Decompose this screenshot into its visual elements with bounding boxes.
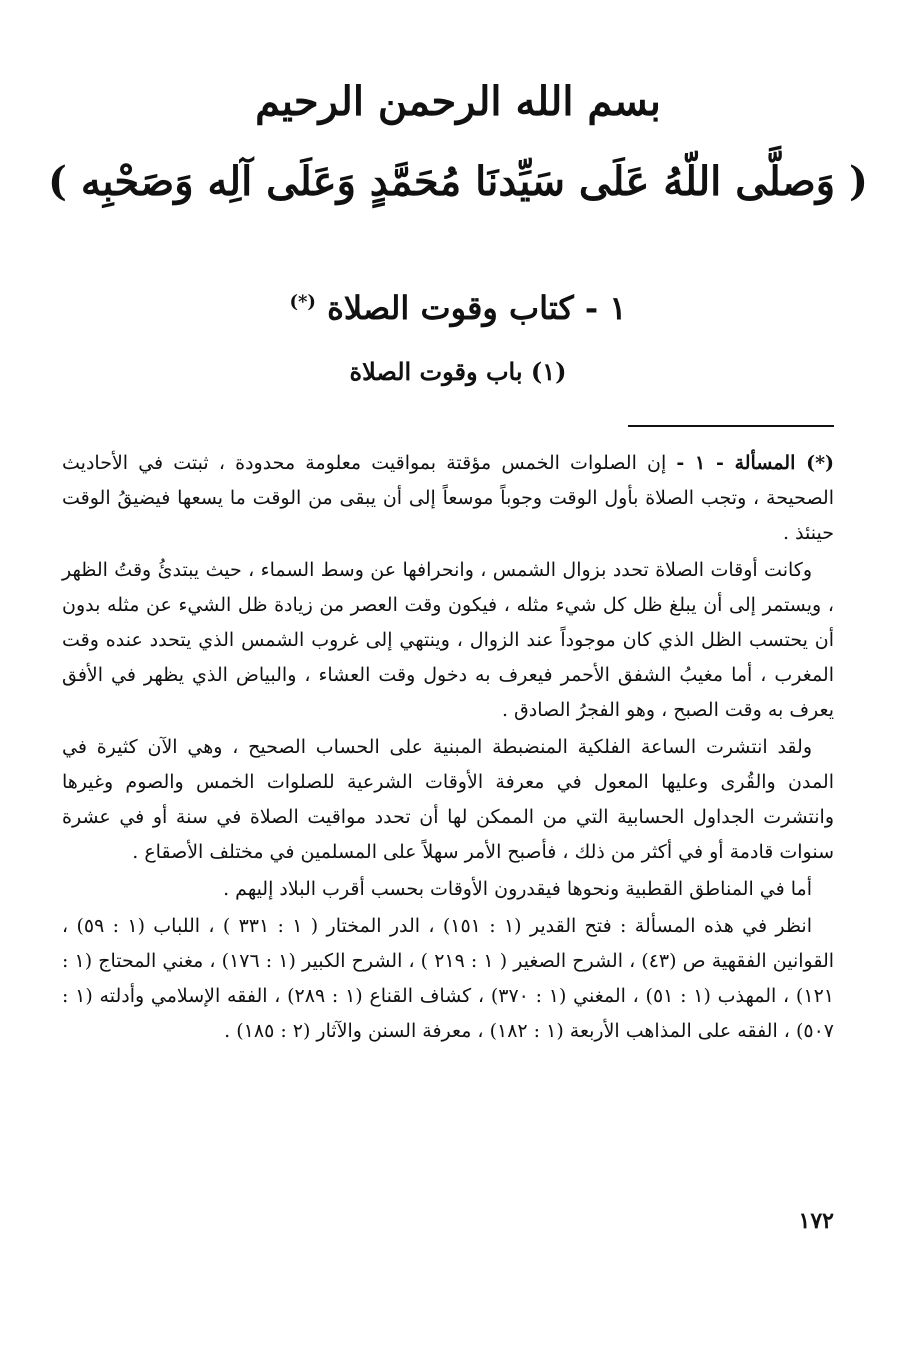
footnote-paragraph: ولقد انتشرت الساعة الفلكية المنضبطة المبنية على الحساب الصحيح ، وهي الآن كثيرة في المدن والقُرى وعليها المعول في معرفة الأوقات الشرعية للصلوات الخمس والصوم وغيرها وانتشرت الجداول الحسابية التي من الممكن لها أن تحدد مواقيت الصلاة في سنة أو في عشرة سنوات قادمة أو في أكثر من ذلك ، فأصبح الأمر سهلاً على المسلمين في مختلف الأصقاع . bbox=[62, 736, 834, 863]
footnote-paragraph: أما في المناطق القطبية ونحوها فيقدرون الأوقات بحسب أقرب البلاد إليهم . bbox=[223, 878, 812, 900]
footnote-paragraph bbox=[62, 446, 834, 551]
footnote-block bbox=[62, 446, 834, 1051]
basmala-heading: بسم الله الرحمن الرحيم bbox=[255, 78, 661, 125]
footnote-paragraph-text: إن الصلوات الخمس مؤقتة بمواقيت معلومة محدودة ، ثبتت في الأحاديث الصحيحة ، وتجب الصلاة بأول الوقت وجوباً موسعاً إلى أن يبقى من الوقت ما يسعها فيضيقُ الوقت حينئذ . bbox=[62, 452, 834, 544]
footnote-divider bbox=[628, 425, 834, 427]
footnote-references: انظر في هذه المسألة : فتح القدير (١ : ١٥١) ، الدر المختار ( ١ : ٣٣١ ) ، اللباب (١ : ٥٩) ، القوانين الفقهية ص (٤٣) ، الشرح الصغير ( ١ : ٢١٩ ) ، الشرح الكبير (١ : ١٧٦) ، مغني المحتاج (١ : ١٢١) ، المهذب (١ : ٥١) ، المغني (١ : ٣٧٠) ، كشاف القناع (١ : ٢٨٩) ، الفقه الإسلامي وأدلته (١ : ٥٠٧) ، الفقه على المذاهب الأربعة (١ : ١٨٢) ، معرفة السنن والآثار (٢ : ١٨٥) . bbox=[62, 915, 835, 1042]
chapter-title bbox=[0, 282, 916, 334]
page-number: ١٧٢ bbox=[798, 1208, 834, 1234]
footnote-paragraph: وكانت أوقات الصلاة تحدد بزوال الشمس ، وانحرافها عن وسط السماء ، حيث يبتدئُ وقتُ الظهر ، ويستمر إلى أن يبلغ ظل كل شيء مثله ، فيكون وقت العصر من زيادة ظل الشيء عن مثله بدون أن يحتسب الظل الذي كان موجوداً عند الزوال ، وينتهي إلى غروب الشمس الذي يتحدد عنده وقت المغرب ، أما مغيبُ الشفق الأحمر فيعرف به دخول وقت العشاء ، والبياض الذي يظهر في الأفق يعرف به وقت الصبح ، وهو الفجرُ الصادق . bbox=[62, 559, 834, 721]
section-title: (١) باب وقوت الصلاة bbox=[349, 357, 567, 386]
footnote-marker: (*) bbox=[289, 291, 316, 313]
chapter-title-text: ١ - كتاب وقوت الصلاة bbox=[327, 289, 627, 327]
footnote-lead: (*) المسألة - ١ - bbox=[676, 452, 834, 474]
salat-heading: ( وَصلَّى اللّهُ عَلَى سَيِّدنَا مُحَمَّدٍ وَعَلَى آلِه وَصَحْبِه ) bbox=[48, 158, 868, 205]
